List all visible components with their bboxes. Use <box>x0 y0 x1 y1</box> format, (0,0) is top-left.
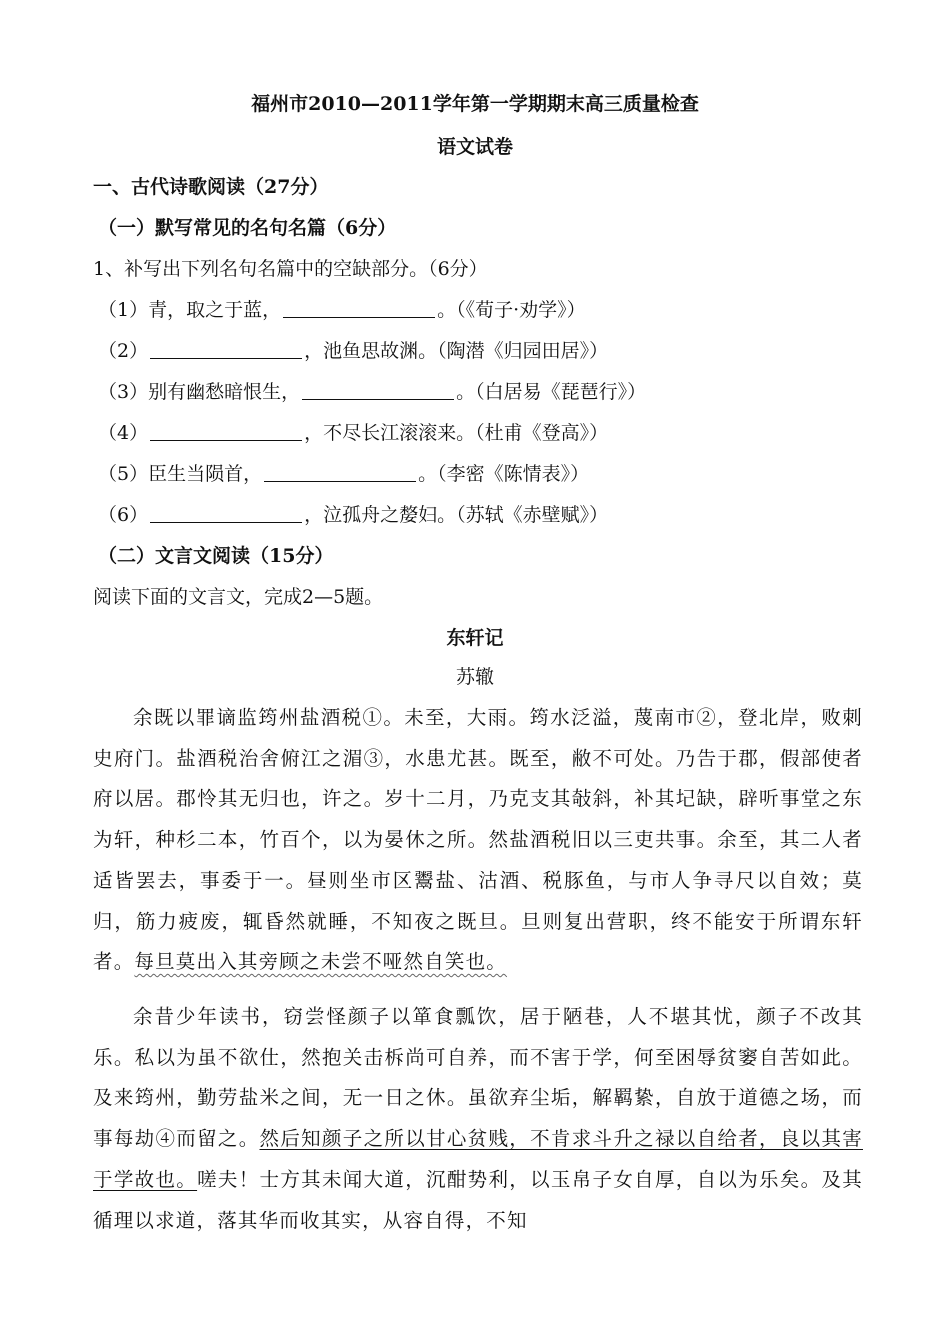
passage-paragraph-1 <box>93 698 863 983</box>
paragraph-text: 余昔少年读书，窃尝怪颜子以箪食瓢饮，居于陋巷，人不堪其忧，颜子不改其乐。私以为虽不欲仕，然抱关击柝尚可自养，而不害于学，何至困辱贫窭自苦如此。及来筠州，勤劳盐米之间，无一日之休。虽欲弃尘垢，解羁絷，自放于道德之场，而事每劫④而留之。 <box>93 1005 863 1151</box>
answer-blank[interactable] <box>302 381 454 400</box>
exam-title: 福州市2010—2011学年第一学期期末高三质量检查 <box>251 93 699 115</box>
fill-item-3 <box>98 378 646 406</box>
fill-item-text-after: 。（李密《陈情表》） <box>418 463 590 485</box>
question-1-instruction: 1、补写出下列名句名篇中的空缺部分。（6分） <box>93 258 488 280</box>
fill-item-text-before: （4） <box>98 422 149 444</box>
answer-blank[interactable] <box>150 422 302 441</box>
fill-item-text-before: （5）臣生当陨首， <box>98 463 263 485</box>
fill-item-6 <box>98 501 608 529</box>
fill-item-text-after: 。（白居易《琵琶行》） <box>456 381 647 403</box>
fill-item-1 <box>98 296 586 324</box>
part-heading-recitation: （一）默写常见的名句名篇（6分） <box>98 217 397 239</box>
answer-blank[interactable] <box>150 504 302 523</box>
exam-subtitle: 语文试卷 <box>436 136 513 158</box>
fill-item-text-before: （6） <box>98 504 149 526</box>
passage-title: 东轩记 <box>446 627 504 649</box>
paragraph-text-continued: 嗟夫！士方其未闻大道，沉酣势利，以玉帛子女自厚，自以为乐矣。及其循理以求道，落其华而收其实，从容自得，不知 <box>93 1167 863 1232</box>
fill-item-4 <box>98 419 608 447</box>
paragraph-text: 余既以罪谪监筠州盐酒税①。未至，大雨。筠水泛溢，蔑南市②，登北岸，败刺史府门。盐酒税治舍俯江之湄③，水患尤甚。既至，敝不可处。乃告于郡，假部使者府以居。郡怜其无归也，许之。岁十二月，乃克支其敧斜，补其圮缺，辟听事堂之东为轩，种杉二本，竹百个，以为晏休之所。然盐酒税旧以三吏共事。余至，其二人者适皆罢去，事委于一。昼则坐市区鬻盐、沽酒、税豚鱼，与市人争寻尺以自效；莫归，筋力疲废，辄昏然就睡，不知夜之既旦。旦则复出营职，终不能安于所谓东轩者。 <box>93 706 863 974</box>
fill-item-text-before: （3）别有幽愁暗恨生， <box>98 381 301 403</box>
passage-paragraph-2 <box>93 997 863 1241</box>
fill-item-text-before: （2） <box>98 340 149 362</box>
section-heading-poetry: 一、古代诗歌阅读（27分） <box>93 176 329 198</box>
fill-item-5 <box>98 460 589 488</box>
passage-author: 苏辙 <box>455 666 494 688</box>
part-heading-classical: （二）文言文阅读（15分） <box>98 545 334 567</box>
underlined-sentence: 然后知颜子之所以甘心贫贱，不肯求斗升之禄以自给者，良以其害于学故也。 <box>93 1127 863 1191</box>
fill-item-text-before: （1）青，取之于蓝， <box>98 299 282 321</box>
answer-blank[interactable] <box>264 463 416 482</box>
fill-item-text-after: 。（《荀子·劝学》） <box>437 299 586 321</box>
answer-blank[interactable] <box>283 299 435 318</box>
fill-item-text-after: ，泣孤舟之嫠妇。（苏轼《赤壁赋》） <box>304 504 609 526</box>
fill-item-2 <box>98 337 608 365</box>
wavy-underlined-sentence: 每旦莫出入其旁顾之未尝不哑然自笑也。 <box>134 950 508 974</box>
answer-blank[interactable] <box>150 340 302 359</box>
reading-instruction: 阅读下面的文言文，完成2—5题。 <box>93 586 384 608</box>
fill-item-text-after: ，不尽长江滚滚来。（杜甫《登高》） <box>304 422 609 444</box>
fill-item-text-after: ，池鱼思故渊。（陶潜《归园田居》） <box>304 340 609 362</box>
